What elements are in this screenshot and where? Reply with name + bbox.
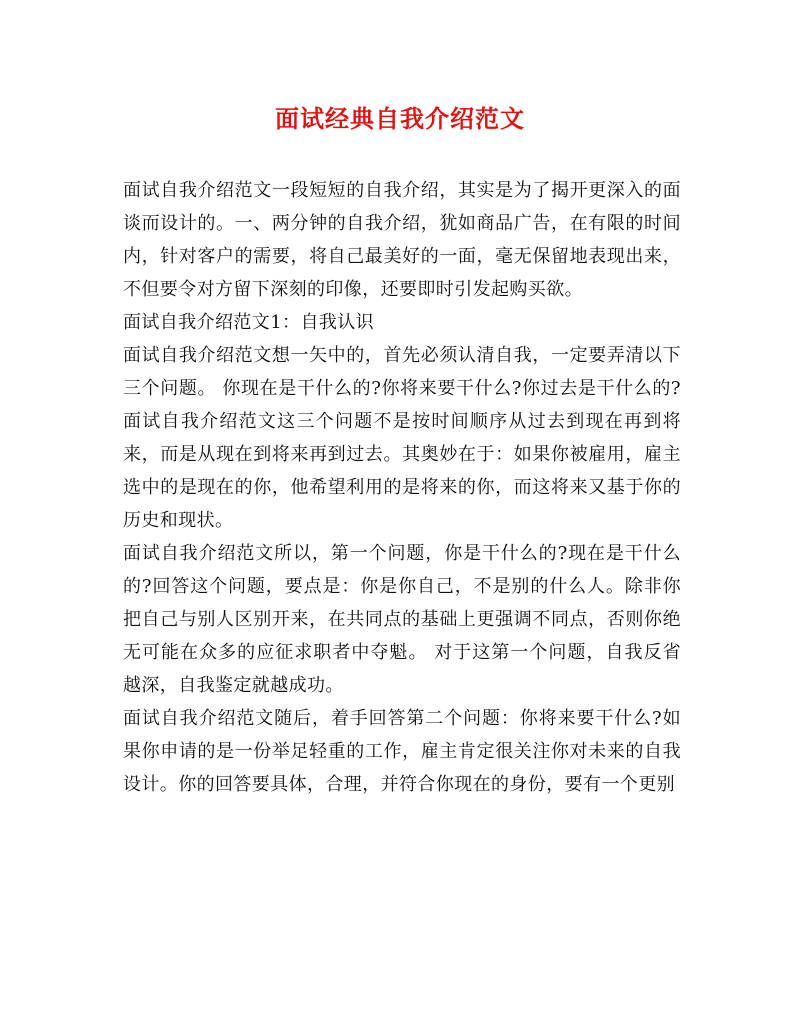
paragraph-second-question: 面试自我介绍范文随后，着手回答第二个问题：你将来要干什么?如果你申请的是一份举足轻重的工作，雇主肯定很关注你对未来的自我设计。你的回答要具体，合理，并符合你现在的身份，要有一个更别 bbox=[123, 708, 681, 795]
document-body bbox=[123, 174, 681, 801]
paragraph-first-question: 面试自我介绍范文所以，第一个问题，你是干什么的?现在是干什么的?回答这个问题，要点是：你是你自己，不是别的什么人。除非你把自己与别人区别开来，在共同点的基础上更强调不同点，否则你绝无可能在众多的应征求职者中夺魁。 对于这第一个问题，自我反省越深，自我鉴定就越成功。 bbox=[123, 543, 681, 696]
section-heading-self-awareness: 面试自我介绍范文1：自我认识 bbox=[123, 312, 375, 333]
document-title: 面试经典自我介绍范文 bbox=[275, 104, 525, 133]
paragraph-three-questions: 面试自我介绍范文想一矢中的，首先必须认清自我，一定要弄清以下三个问题。 你现在是干什么的?你将来要干什么?你过去是干什么的?面试自我介绍范文这三个问题不是按时间顺序从过去到现在再到将来，而是从现在到将来再到过去。其奥妙在于：如果你被雇用，雇主选中的是现在的你，他希望利用的是将来的你，而这将来又基于你的历史和现状。 bbox=[123, 345, 681, 531]
paragraph-intro: 面试自我介绍范文一段短短的自我介绍，其实是为了揭开更深入的面谈而设计的。一、两分钟的自我介绍，犹如商品广告，在有限的时间内，针对客户的需要，将自己最美好的一面，毫无保留地表现出来，不但要令对方留下深刻的印像，还要即时引发起购买欲。 bbox=[123, 180, 681, 300]
